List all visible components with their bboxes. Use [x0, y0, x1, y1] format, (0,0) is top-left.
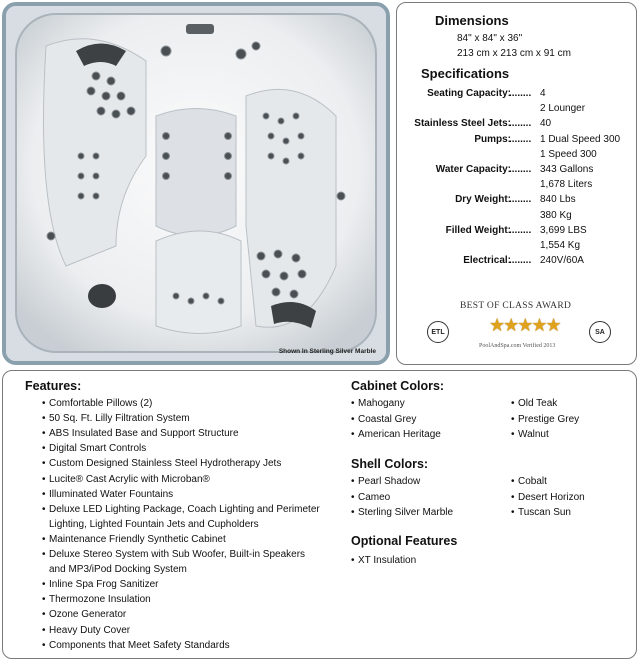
feature-item: • Comfortable Pillows (2) [49, 398, 152, 410]
dimensions-metric: 213 cm x 213 cm x 91 cm [457, 48, 571, 59]
feature-item: Lighting, Lighted Fountain Jets and Cupholders [49, 518, 259, 530]
optional-features-heading: Optional Features [351, 534, 458, 548]
spec-row [397, 255, 637, 270]
spec-value: 1 Dual Speed 300 [540, 133, 621, 145]
award-title: BEST OF CLASS AWARD [460, 301, 572, 311]
spec-value: 40 [540, 118, 552, 130]
etl-listed-icon: ETL [427, 321, 449, 343]
shell-colors-item: • Cameo [358, 492, 390, 504]
cabinet-colors-item: • Prestige Grey [518, 414, 579, 426]
spec-dots: ........ [509, 118, 532, 130]
award-stars: ★★★★★ [489, 315, 560, 335]
spec-dots: ........ [509, 88, 532, 99]
spec-row [397, 210, 637, 225]
cabinet-colors-item: • Old Teak [518, 398, 557, 410]
specs-panel [396, 2, 637, 365]
spec-value: 1,554 Kg [540, 240, 581, 251]
spec-value: 343 Gallons [540, 164, 594, 175]
feature-item: • Maintenance Friendly Synthetic Cabinet [49, 534, 226, 546]
feature-item: • Illuminated Water Fountains [49, 489, 173, 501]
feature-item: • Components that Meet Safety Standards [49, 640, 230, 652]
spec-dots: ........ [509, 133, 532, 145]
spec-value: 4 [540, 88, 546, 99]
cabinet-colors-item: • American Heritage [358, 429, 441, 441]
dimensions-imperial: 84" x 84" x 36" [457, 33, 523, 44]
spec-row [397, 225, 637, 240]
spec-label: Stainless Steel Jets: [414, 118, 511, 130]
spec-value: 240V/60A [540, 255, 584, 267]
cabinet-colors-item: • Coastal Grey [358, 414, 416, 426]
feature-item: • ABS Insulated Base and Support Structure [49, 428, 239, 440]
spec-label: Dry Weight: [455, 194, 511, 206]
feature-item: • Thermozone Insulation [49, 594, 151, 606]
spec-row [397, 240, 637, 255]
feature-item: • 50 Sq. Ft. Lilly Filtration System [49, 413, 190, 425]
feature-item: • Heavy Duty Cover [49, 625, 130, 637]
feature-item: • Inline Spa Frog Sanitizer [49, 579, 159, 591]
spec-row [397, 164, 637, 179]
spec-label: Seating Capacity: [427, 88, 511, 99]
spec-row [397, 103, 637, 118]
shell-colors-heading: Shell Colors: [351, 457, 429, 471]
dimensions-heading: Dimensions [435, 13, 509, 28]
features-panel [2, 370, 637, 659]
feature-item: • Custom Designed Stainless Steel Hydrotherapy Jets [49, 458, 281, 470]
spec-value: 1,678 Liters [540, 179, 593, 191]
shell-colors-item: • Pearl Shadow [358, 476, 420, 488]
feature-item: • Deluxe LED Lighting Package, Coach Lighting and Perimeter [49, 504, 320, 516]
spec-value: 840 Lbs [540, 194, 576, 206]
feature-item: • Lucite® Cast Acrylic with Microban® [49, 474, 210, 486]
spec-value: 380 Kg [540, 209, 572, 221]
feature-item: • Ozone Generator [49, 609, 126, 621]
specifications-heading: Specifications [421, 66, 510, 81]
spec-row [397, 179, 637, 194]
spec-row [397, 88, 637, 103]
spec-label: Filled Weight: [445, 224, 511, 236]
hot-tub-illustration [6, 6, 386, 361]
spec-row [397, 149, 637, 164]
shell-colors-item: • Cobalt [518, 476, 547, 488]
optional-feature-item: • XT Insulation [358, 555, 416, 567]
features-heading: Features: [25, 379, 82, 393]
feature-item: and MP3/iPod Docking System [49, 564, 187, 576]
spec-dots: ........ [509, 194, 532, 206]
spec-value: 3,699 LBS [540, 224, 587, 236]
spec-value: 1 Speed 300 [540, 148, 597, 160]
award-subtitle: PoolAndSpa.com Verified 2013 [479, 343, 556, 349]
photo-caption: Shown In Sterling Silver Marble [278, 348, 376, 355]
cabinet-colors-heading: Cabinet Colors: [351, 379, 445, 393]
spec-row [397, 118, 637, 133]
spec-dots: ........ [509, 224, 532, 236]
spec-dots: ........ [509, 255, 532, 267]
spec-row [397, 134, 637, 149]
hot-tub-photo [2, 2, 390, 365]
spec-dots: ........ [509, 164, 532, 175]
feature-item: • Deluxe Stereo System with Sub Woofer, Built-in Speakers [49, 549, 305, 561]
spec-label: Water Capacity: [435, 164, 511, 175]
shell-colors-item: • Desert Horizon [518, 492, 585, 504]
shell-colors-item: • Tuscan Sun [518, 507, 571, 519]
cabinet-colors-item: • Mahogany [358, 398, 405, 410]
feature-item: • Digital Smart Controls [49, 443, 146, 455]
shell-colors-item: • Sterling Silver Marble [358, 507, 453, 519]
sa-certification-icon: SA [589, 321, 611, 343]
spec-label: Electrical: [463, 255, 511, 267]
spec-value: 2 Lounger [540, 103, 586, 115]
spec-row [397, 194, 637, 209]
cabinet-colors-item: • Walnut [518, 429, 549, 441]
spec-label: Pumps: [474, 133, 511, 145]
